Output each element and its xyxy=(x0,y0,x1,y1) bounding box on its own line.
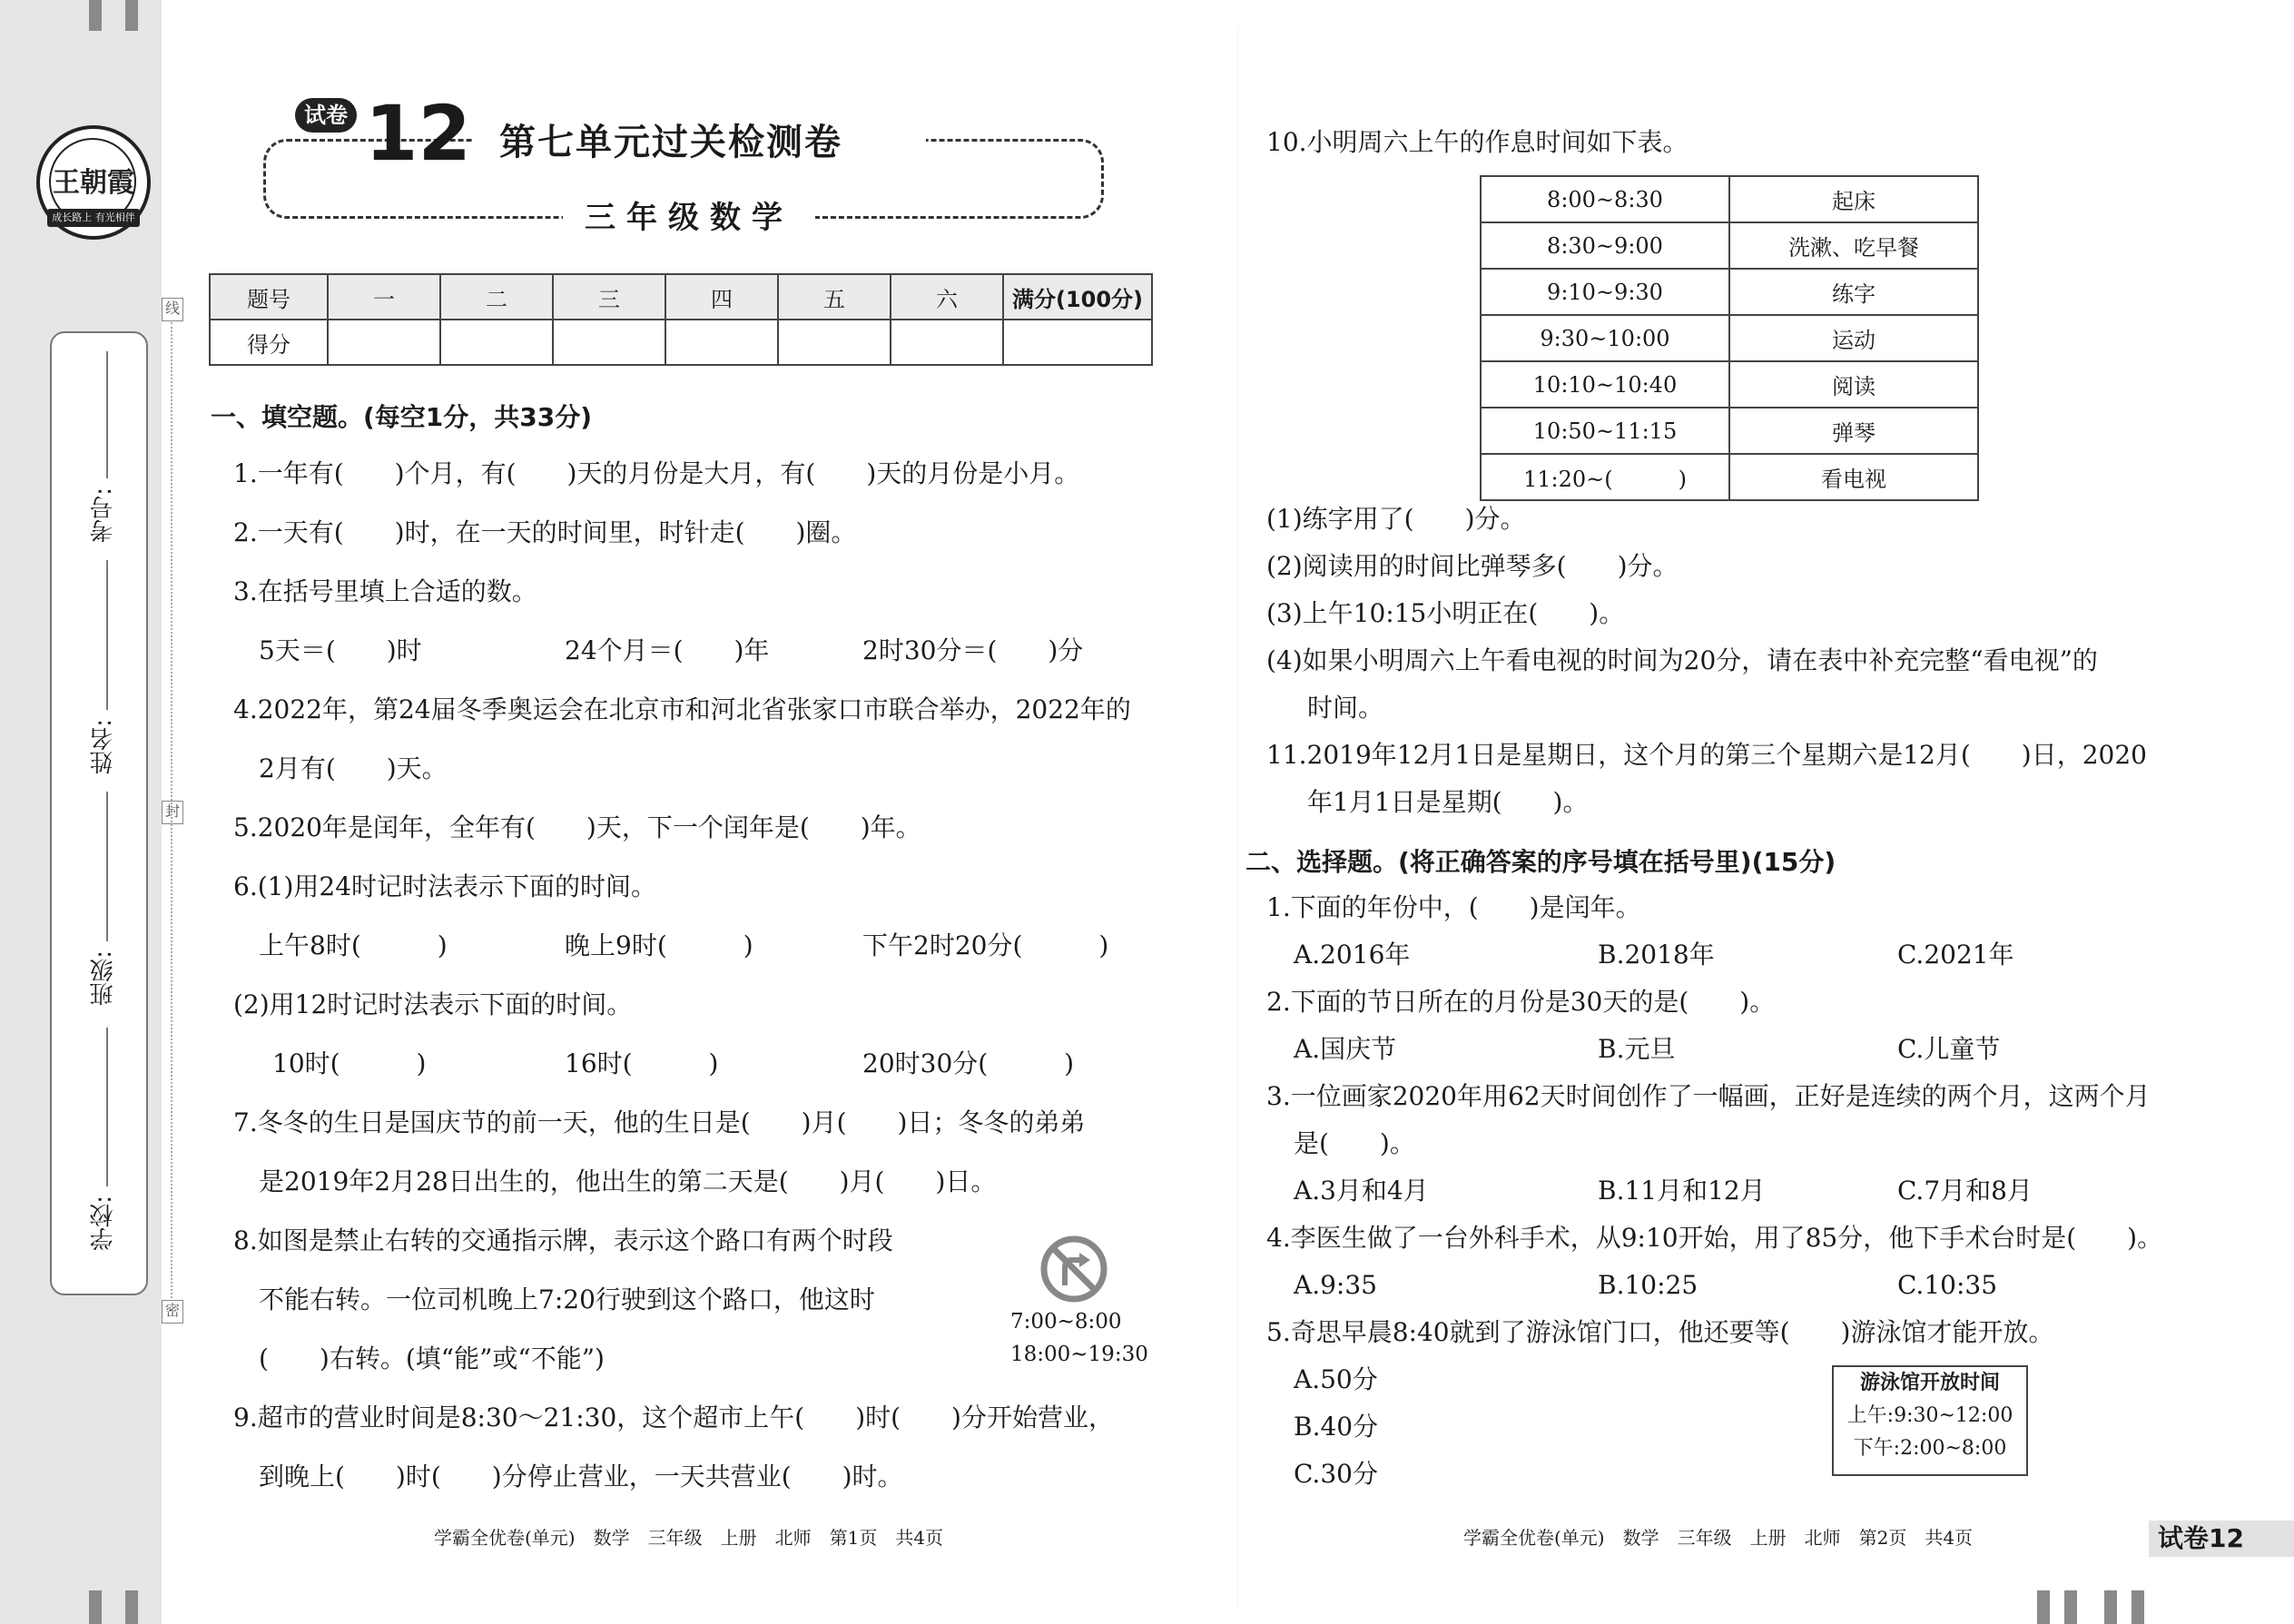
question-line: 6.(1)用24时记时法表示下面的时间。 xyxy=(233,871,657,901)
score-row-label: 得分 xyxy=(210,320,328,365)
pool-hours-title: 游泳馆开放时间 xyxy=(1859,1372,2000,1394)
bottom-tick-mark xyxy=(2104,1590,2117,1624)
question-line: 8.如图是禁止右转的交通指示牌，表示这个路口有两个时段 xyxy=(233,1225,893,1255)
schedule-row xyxy=(1481,315,1978,361)
score-input-cell[interactable] xyxy=(891,320,1003,365)
school-label: 学校: xyxy=(90,1196,117,1251)
pool-hours-box xyxy=(1832,1365,2028,1476)
question-line: 是2019年2月28日出生的，他出生的第二天是( )月( )日。 xyxy=(259,1166,997,1196)
schedule-activity: 弹琴 xyxy=(1729,408,1978,454)
choice-stem-cont: 是( )。 xyxy=(1294,1128,1415,1158)
schedule-activity: 洗漱、吃早餐 xyxy=(1729,222,1978,269)
q6b-item: 10时( ) xyxy=(272,1048,427,1078)
choice-option[interactable]: A.2016年 xyxy=(1294,940,1411,969)
top-tick-mark xyxy=(125,0,138,31)
logo-text: 王朝霞 xyxy=(53,167,134,199)
corner-exam-label: 试卷12 xyxy=(2149,1521,2294,1557)
choice-option[interactable]: C.30分 xyxy=(1294,1459,1378,1489)
score-header-cell: 四 xyxy=(665,274,778,320)
exam-number: 12 xyxy=(365,89,471,178)
q11-line: 年1月1日是星期( )。 xyxy=(1307,787,1589,817)
score-header-cell: 满分(100分) xyxy=(1003,274,1152,320)
bottom-tick-mark xyxy=(2064,1590,2077,1624)
sign-time: 7:00~8:00 xyxy=(1010,1310,1122,1334)
schedule-time[interactable]: 11:20~( ) xyxy=(1481,454,1729,500)
class-line xyxy=(106,792,108,941)
cut-mark-secret: 密 xyxy=(162,1300,183,1324)
schedule-time: 8:30~9:00 xyxy=(1481,222,1729,269)
footer-right: 学霸全优卷(单元) 数学 三年级 上册 北师 第2页 共4页 xyxy=(1463,1527,1974,1549)
score-input-cell[interactable] xyxy=(1003,320,1152,365)
question-line: 7.冬冬的生日是国庆节的前一天，他的生日是( )月( )日；冬冬的弟弟 xyxy=(233,1107,1086,1137)
q3-item: 5天＝( )时 xyxy=(259,635,422,665)
choice-option[interactable]: A.国庆节 xyxy=(1294,1034,1397,1064)
q11-line: 11.2019年12月1日是星期日，这个月的第三个星期六是12月( )日，2020 xyxy=(1266,740,2147,770)
q10-subquestion: (2)阅读用的时间比弹琴多( )分。 xyxy=(1266,551,1679,581)
score-header-cell: 五 xyxy=(778,274,891,320)
schedule-activity: 看电视 xyxy=(1729,454,1978,500)
schedule-row xyxy=(1481,361,1978,408)
choice-option[interactable]: A.9:35 xyxy=(1294,1270,1377,1300)
name-line xyxy=(106,560,108,710)
cut-mark-seal: 封 xyxy=(162,801,183,824)
schedule-row xyxy=(1481,222,1978,269)
bottom-tick-mark xyxy=(89,1590,102,1624)
choice-option[interactable]: A.3月和4月 xyxy=(1294,1176,1429,1206)
schedule-row xyxy=(1481,269,1978,315)
choice-option[interactable]: B.10:25 xyxy=(1598,1270,1698,1300)
question-line: 9.超市的营业时间是8:30～21:30，这个超市上午( )时( )分开始营业， xyxy=(233,1403,1114,1432)
choice-option[interactable]: C.10:35 xyxy=(1897,1270,1998,1300)
pool-hours-line: 下午:2:00~8:00 xyxy=(1853,1437,2007,1460)
page-title: 第七单元过关检测卷 xyxy=(499,122,842,163)
q10-subquestion: (3)上午10:15小明正在( )。 xyxy=(1266,598,1625,628)
score-input-cell[interactable] xyxy=(778,320,891,365)
score-table-score-row xyxy=(210,320,1152,365)
choice-stem: 1.下面的年份中，( )是闰年。 xyxy=(1266,892,1641,922)
choice-option[interactable]: C.儿童节 xyxy=(1897,1034,2001,1064)
sign-time: 18:00~19:30 xyxy=(1010,1343,1148,1366)
section2-heading: 二、选择题。(将正确答案的序号填在括号里)(15分) xyxy=(1245,847,1836,877)
schedule-time: 10:10~10:40 xyxy=(1481,361,1729,408)
choice-option[interactable]: B.11月和12月 xyxy=(1598,1176,1766,1206)
question-line: (2)用12时记时法表示下面的时间。 xyxy=(233,989,633,1019)
schedule-row xyxy=(1481,408,1978,454)
schedule-table xyxy=(1480,175,1979,501)
choice-option[interactable]: A.50分 xyxy=(1294,1364,1378,1394)
q6a-item: 上午8时( ) xyxy=(259,930,448,960)
q10-subquestion: (4)如果小明周六上午看电视的时间为20分，请在表中补充完整“看电视”的 xyxy=(1266,645,2098,675)
schedule-time: 10:50~11:15 xyxy=(1481,408,1729,454)
question-line: 到晚上( )时( )分停止营业，一天共营业( )时。 xyxy=(259,1462,903,1491)
exam-number-label: 考号: xyxy=(90,487,117,543)
question-line: ( )右转。(填“能”或“不能”) xyxy=(259,1343,605,1373)
choice-stem: 5.奇思早晨8:40就到了游泳馆门口，他还要等( )游泳馆才能开放。 xyxy=(1266,1317,2054,1347)
question-line: 2.一天有( )时，在一天的时间里，时针走( )圈。 xyxy=(233,517,857,547)
q10-subquestion: (1)练字用了( )分。 xyxy=(1266,504,1526,534)
q6a-item: 下午2时20分( ) xyxy=(862,930,1109,960)
schedule-row xyxy=(1481,454,1978,500)
bottom-tick-mark xyxy=(2132,1590,2144,1624)
schedule-activity: 阅读 xyxy=(1729,361,1978,408)
question-line: 不能右转。一位司机晚上7:20行驶到这个路口，他这时 xyxy=(259,1284,875,1314)
choice-stem: 3.一位画家2020年用62天时间创作了一幅画，正好是连续的两个月，这两个月 xyxy=(1266,1081,2151,1111)
brand-logo xyxy=(36,125,151,240)
choice-option[interactable]: C.7月和8月 xyxy=(1897,1176,2033,1206)
schedule-row xyxy=(1481,176,1978,222)
section1-heading: 一、填空题。(每空1分，共33分) xyxy=(211,402,593,432)
score-header-cell: 一 xyxy=(328,274,440,320)
score-header-cell: 三 xyxy=(553,274,665,320)
class-label: 班级: xyxy=(90,950,117,1006)
exam-badge: 试卷 xyxy=(295,98,357,133)
schedule-activity: 起床 xyxy=(1729,176,1978,222)
score-input-cell[interactable] xyxy=(665,320,778,365)
choice-option[interactable]: B.40分 xyxy=(1294,1412,1379,1442)
schedule-time: 9:30~10:00 xyxy=(1481,315,1729,361)
q6b-item: 20时30分( ) xyxy=(862,1048,1075,1078)
top-tick-mark xyxy=(89,0,102,31)
exam-number-line xyxy=(106,351,108,478)
binding-dotted-line xyxy=(171,322,173,1298)
page-divider xyxy=(1237,27,1238,1607)
score-input-cell[interactable] xyxy=(553,320,665,365)
schedule-time: 8:00~8:30 xyxy=(1481,176,1729,222)
score-input-cell[interactable] xyxy=(328,320,440,365)
choice-stem: 2.下面的节日所在的月份是30天的是( )。 xyxy=(1266,987,1776,1017)
schedule-time: 9:10~9:30 xyxy=(1481,269,1729,315)
q6b-item: 16时( ) xyxy=(565,1048,719,1078)
name-label: 姓名: xyxy=(90,719,117,774)
page-subtitle: 三年级数学 xyxy=(563,192,815,237)
score-header-cell: 二 xyxy=(440,274,553,320)
q6a-item: 晚上9时( ) xyxy=(565,930,753,960)
score-input-cell[interactable] xyxy=(440,320,553,365)
question-line: 4.2022年，第24届冬季奥运会在北京市和河北省张家口市联合举办，2022年的 xyxy=(233,694,1131,724)
footer-left: 学霸全优卷(单元) 数学 三年级 上册 北师 第1页 共4页 xyxy=(434,1527,944,1549)
question-line: 2月有( )天。 xyxy=(259,753,448,783)
question-line: 5.2020年是闰年，全年有( )天，下一个闰年是( )年。 xyxy=(233,812,921,842)
score-header-cell: 题号 xyxy=(210,274,328,320)
q3-item: 24个月＝( )年 xyxy=(565,635,770,665)
question-line: 3.在括号里填上合适的数。 xyxy=(233,576,537,606)
schedule-activity: 练字 xyxy=(1729,269,1978,315)
q10-intro: 10.小明周六上午的作息时间如下表。 xyxy=(1266,127,1689,157)
schedule-activity: 运动 xyxy=(1729,315,1978,361)
choice-option[interactable]: B.2018年 xyxy=(1598,940,1715,969)
school-line xyxy=(106,1028,108,1186)
q3-item: 2时30分＝( )分 xyxy=(862,635,1084,665)
score-header-cell: 六 xyxy=(891,274,1003,320)
score-table-header-row xyxy=(210,274,1152,320)
bottom-tick-mark xyxy=(125,1590,138,1624)
cut-mark-line: 线 xyxy=(162,298,183,321)
no-right-turn-icon xyxy=(1039,1235,1108,1304)
choice-option[interactable]: C.2021年 xyxy=(1897,940,2014,969)
student-info-box xyxy=(50,331,148,1295)
logo-ribbon: 成长路上 有光相伴 xyxy=(47,209,140,227)
score-table xyxy=(209,273,1153,366)
pool-hours-line: 上午:9:30~12:00 xyxy=(1846,1404,2013,1427)
bottom-tick-mark xyxy=(2037,1590,2050,1624)
q10-subquestion: 时间。 xyxy=(1307,693,1384,723)
choice-option[interactable]: B.元旦 xyxy=(1598,1034,1676,1064)
choice-stem: 4.李医生做了一台外科手术，从9:10开始，用了85分，他下手术台时是( )。 xyxy=(1266,1223,2163,1253)
question-line: 1.一年有( )个月，有( )天的月份是大月，有( )天的月份是小月。 xyxy=(233,458,1080,488)
